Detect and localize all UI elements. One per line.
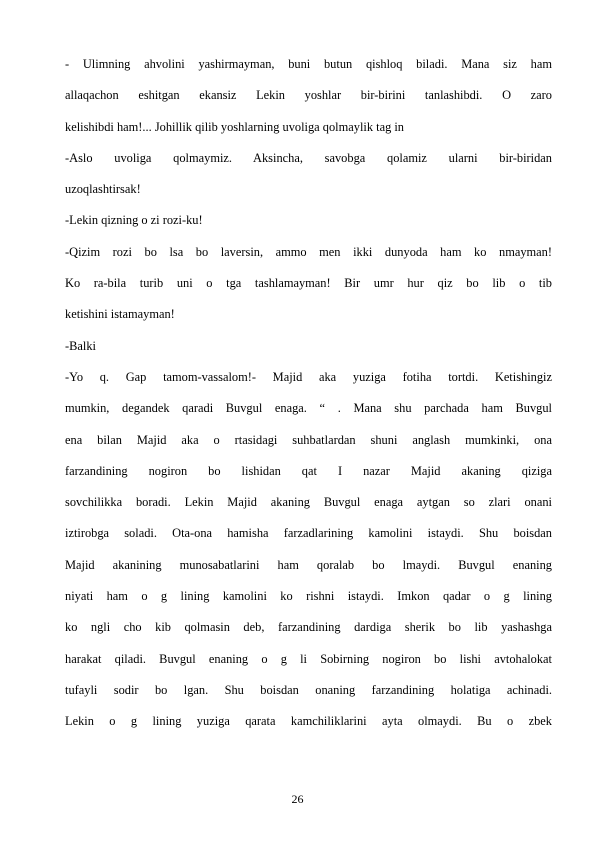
- text-line: mumkin, degandek qaradi Buvgul enaga. “ . Mana shu parchada ham Buvgul: [65, 401, 552, 416]
- text-line: harakat qiladi. Buvgul enaning o g li Sobirning nogiron bo lishi avtohalokat: [65, 651, 552, 666]
- text-line: -Lekin qizning o zi rozi-ku!: [65, 213, 203, 228]
- page-number: 26: [291, 792, 304, 806]
- text-line: Ko ra-bila turib uni o tga tashlamayman! Bir umr hur qiz bo lib o tib: [65, 276, 552, 291]
- text-line: sovchilikka boradi. Lekin Majid akaning Buvgul enaga aytgan so zlari onani: [65, 495, 552, 510]
- text-line: - Ulimning ahvolini yashirmayman, buni butun qishloq biladi. Mana siz ham: [65, 57, 552, 71]
- text-line: ko ngli cho kib qolmasin deb, farzandining dardiga sherik bo lib yashashga: [65, 620, 552, 635]
- text-line: Majid akanining munosabatlarini ham qoralab bo lmaydi. Buvgul enaning: [65, 557, 552, 572]
- text-line: niyati ham o g lining kamolini ko rishni istaydi. Imkon qadar o g lining: [65, 589, 552, 604]
- text-line: kelishibdi ham!... Johillik qilib yoshlarning uvoliga qolmaylik tag in: [65, 119, 404, 134]
- text-line: uzoqlashtirsak!: [65, 182, 141, 197]
- text-line: farzandining nogiron bo lishidan qat I nazar Majid akaning qiziga: [65, 463, 552, 478]
- text-line: ena bilan Majid aka o rtasidagi suhbatlardan shuni anglash mumkinki, ona: [65, 432, 552, 447]
- text-line: tufayli sodir bo lgan. Shu boisdan onaning farzandining holatiga achinadi.: [65, 682, 552, 697]
- text-line: -Balki: [65, 338, 96, 353]
- text-line: -Qizim rozi bo lsa bo laversin, ammo men ikki dunyoda ham ko nmayman!: [65, 244, 552, 259]
- text-line: -Yo q. Gap tamom-vassalom!- Majid aka yuziga fotiha tortdi. Ketishingiz: [65, 369, 552, 384]
- text-line: allaqachon eshitgan ekansiz Lekin yoshlar bir-birini tanlashibdi. O zaro: [65, 88, 552, 103]
- text-line: Lekin o g lining yuziga qarata kamchiliklarini ayta olmaydi. Bu o zbek: [65, 714, 552, 729]
- body-text: [65, 49, 552, 738]
- text-line: -Aslo uvoliga qolmaymiz. Aksincha, savobga qolamiz ularni bir-biridan: [65, 150, 552, 165]
- text-line: iztirobga soladi. Ota-ona hamisha farzadlarining kamolini istaydi. Shu boisdan: [65, 526, 552, 541]
- text-line: ketishini istamayman!: [65, 307, 175, 322]
